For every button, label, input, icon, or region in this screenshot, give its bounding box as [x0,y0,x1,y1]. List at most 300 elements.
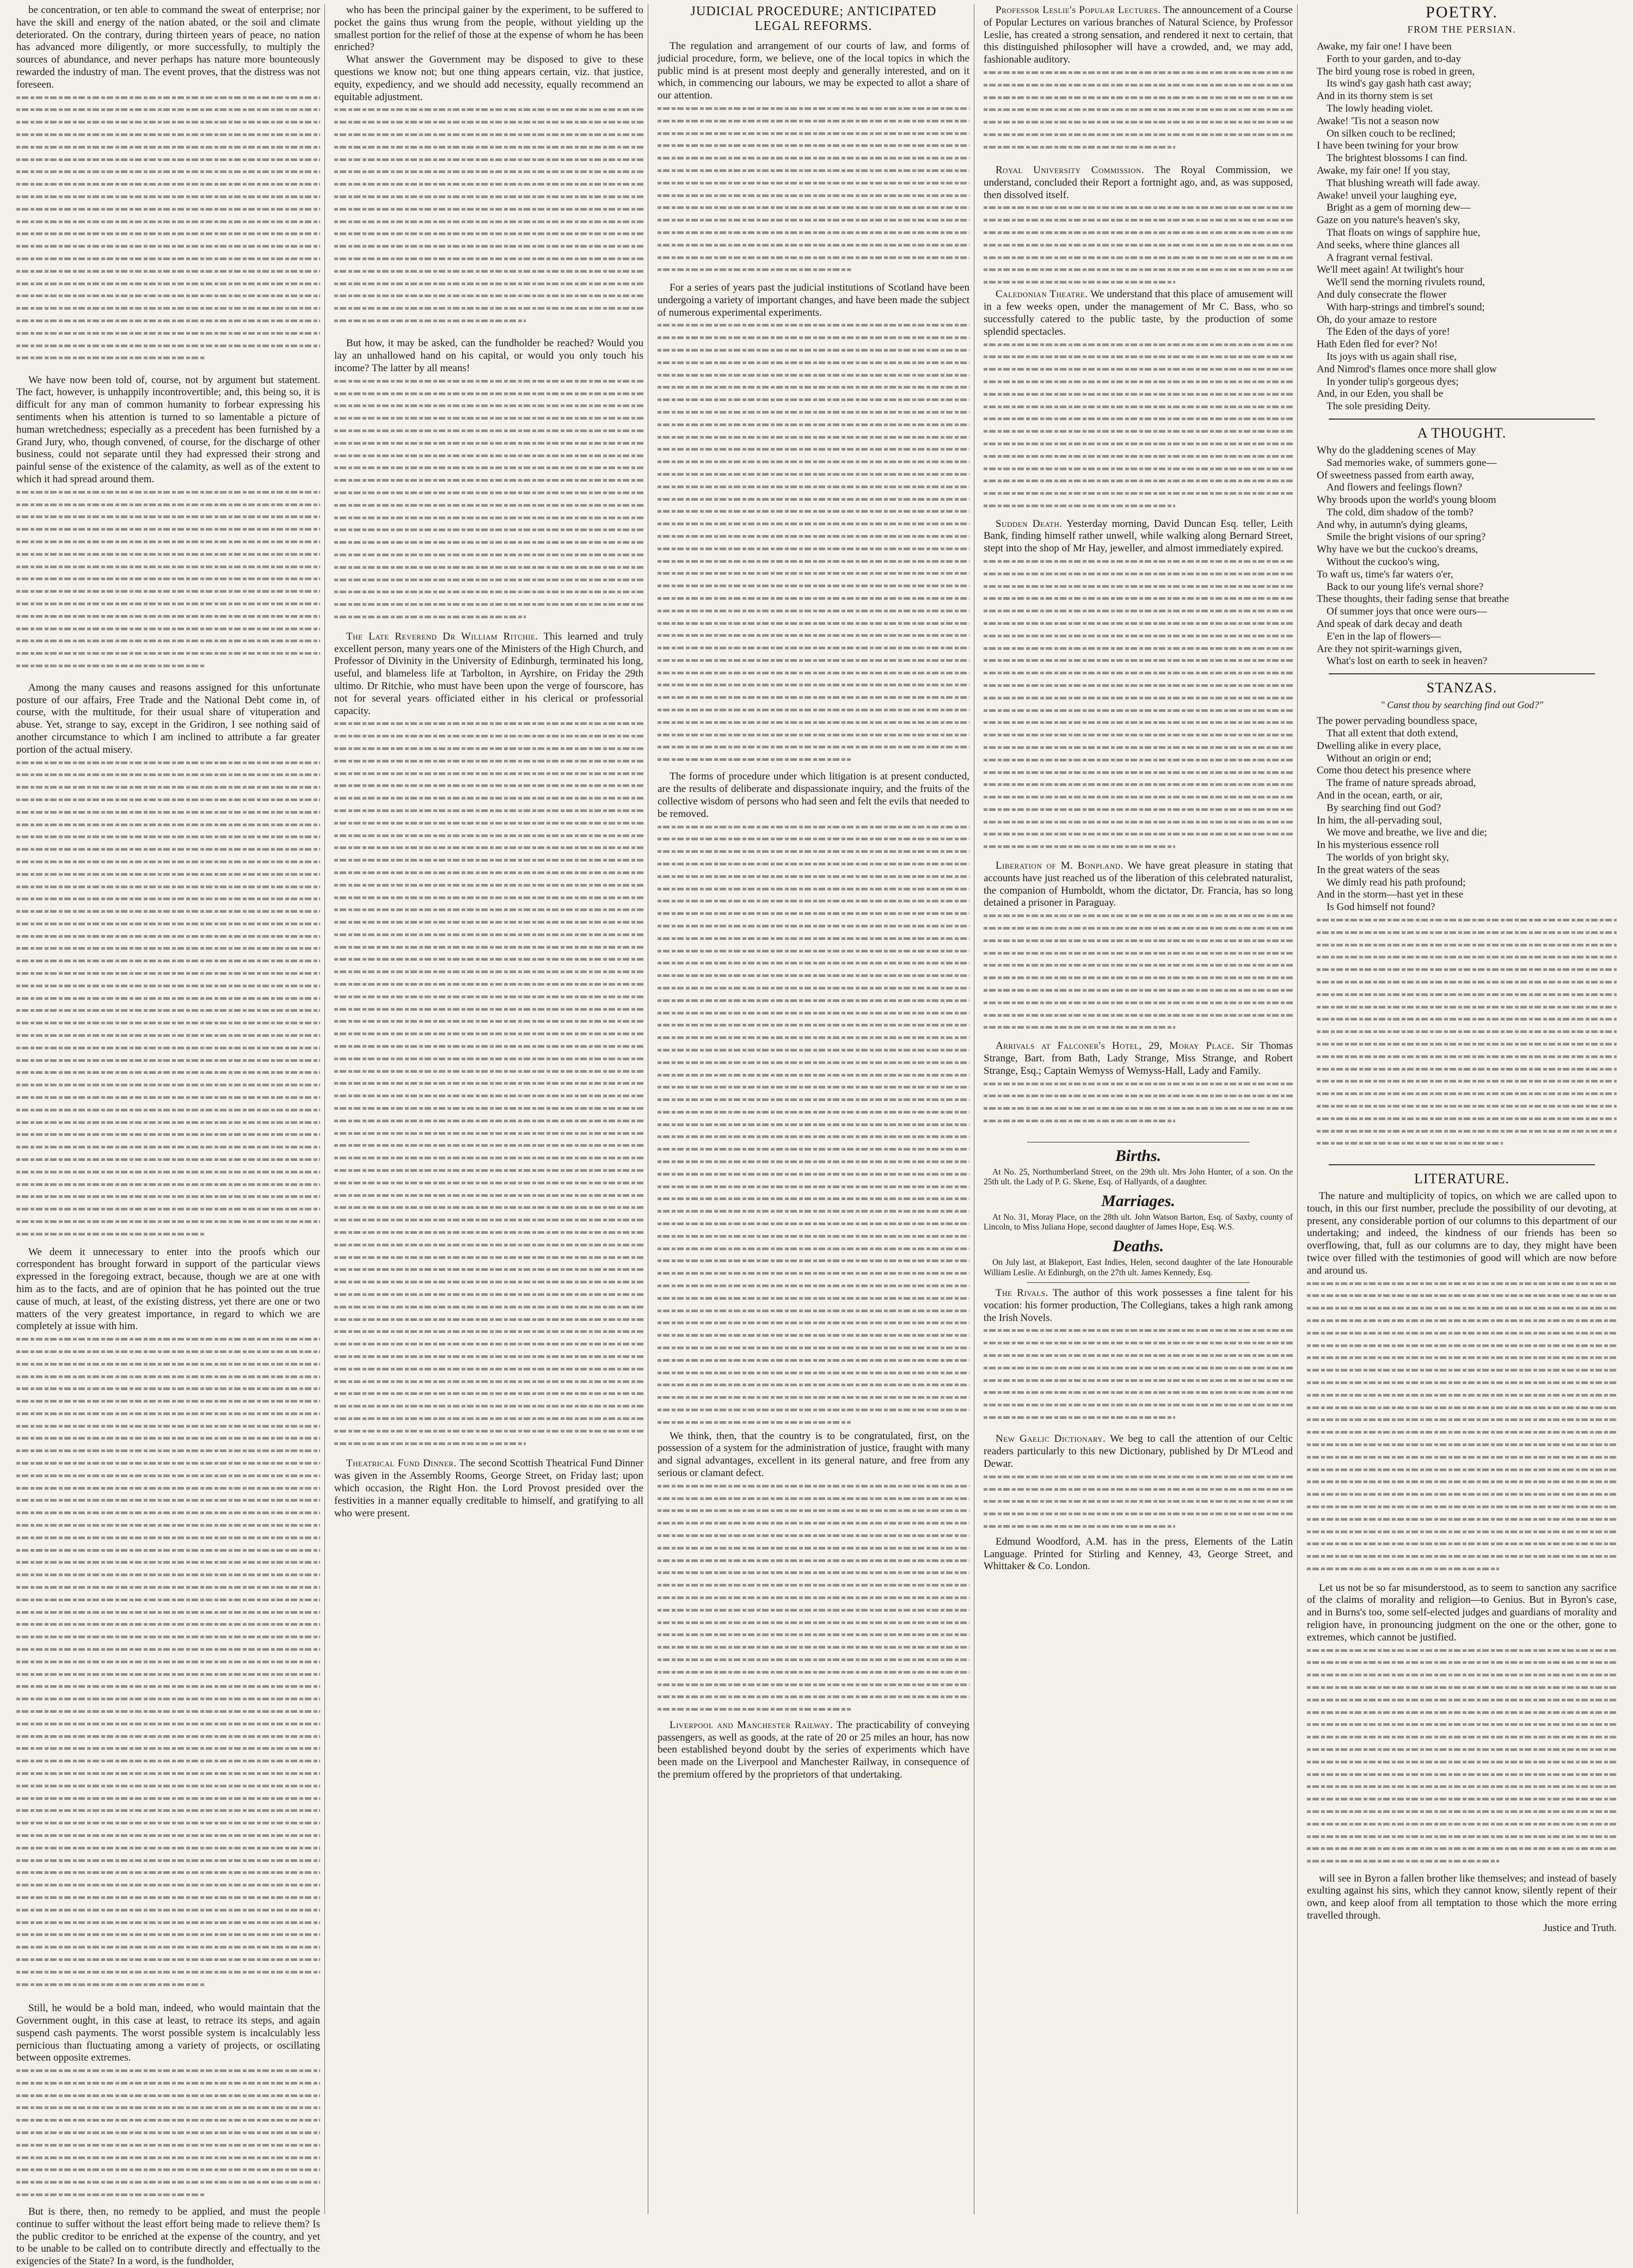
text-line [16,1345,320,1358]
text-line [984,605,1293,617]
text-line [16,1333,320,1345]
text-line [334,1400,643,1412]
arrivals-article [984,1040,1293,1077]
text-line [658,1566,969,1579]
text-line [1317,1025,1617,1038]
text-line [984,729,1293,741]
text-line [1317,1137,1503,1150]
text-line [334,892,643,904]
text-line [658,505,969,518]
poem-line: And flowers and feelings flown? [1327,482,1463,494]
text-line [16,486,320,499]
text-line [334,1139,643,1152]
text-continuation [16,1333,320,2002]
text-line [334,116,643,128]
text-line [1307,1501,1617,1513]
text-line [658,1628,969,1641]
text-line [1307,1513,1617,1526]
text-line [658,883,969,895]
text-line [334,228,643,240]
text-line [334,1003,643,1016]
poem-line: We'll send the morning rivulets round, [1327,276,1485,288]
text-line [334,829,643,842]
paragraph: We think, then, that the country is to be congratulated, first, on the possession of a system for the administration of justice, fraught with many and signal advantages, excellent in its general nature, and free from any serious or clamant defect. [658,1430,969,1479]
text-line [16,623,320,635]
text-line [984,1399,1293,1411]
poem-line: E'en in the lap of flowers— [1327,630,1441,642]
text-line [984,909,1293,922]
text-line [1307,1439,1617,1451]
text-line [658,1044,969,1056]
poem-line: Gaze on you nature's heaven's sky, [1317,214,1460,226]
text-line [658,102,969,115]
text-line [334,399,643,412]
text-line [16,178,320,190]
text-line [16,499,320,511]
text-line [16,1594,320,1606]
text-line [16,2152,320,2164]
poem-subtitle: FROM THE PERSIAN. [1407,24,1517,35]
text-continuation [658,1480,969,1719]
text-line [16,1029,320,1042]
text-line [658,1081,969,1093]
text-line [1307,1389,1617,1402]
text-line [16,1966,320,1978]
text-line [658,1181,969,1193]
text-line [658,1342,969,1354]
text-line [16,327,320,340]
poem-line: That blushing wreath will fade away. [1327,177,1480,189]
text-line [16,228,320,240]
text-line [658,1280,969,1292]
article-heading: The Late Reverend Dr William Ritchie. [346,630,538,642]
text-line [984,828,1293,840]
text-line [334,141,643,153]
paragraph: who has been the principal gainer by the experiment, to be suffered to pocket the gains thus wrung from the people, without yielding up the smallest portion for the relief of those at the expense of whom he has been enriched? [334,4,643,53]
text-line [984,1078,1293,1090]
text-line [658,1168,969,1181]
text-line [984,947,1293,960]
text-line [984,376,1293,388]
text-line [658,982,969,994]
text-line [658,667,969,679]
paragraph: What answer the Government may be disposed to give to these questions we know not; but one thing appears certain, viz. that justice, equity, expediency, and we should add necessity, equally recommend an equitable adjustment. [334,54,643,103]
text-line [16,511,320,523]
text-line [658,239,969,251]
text-line [658,1292,969,1305]
text-line [16,1079,320,1091]
text-line [1307,1793,1617,1805]
text-line [16,190,320,203]
paragraph: The regulation and arrangement of our courts of law, and forms of judicial procedure, form, we believe, one of the local topics in which the public mind is at present most deeply and generally interested, and on it which, in commencing our labours, we may be expected to allot a share of our attention. [658,40,969,102]
text-line [16,1618,320,1631]
text-line [984,103,1293,116]
text-line [334,1152,643,1164]
text-continuation [16,91,320,374]
poem-line: That floats on wings of sapphire hue, [1327,226,1481,238]
text-line [658,431,969,444]
gaelic-article [984,1433,1293,1470]
poem-line: Awake, my fair one! If you stay, [1317,164,1450,176]
text-line [984,741,1293,754]
poem-line: And in the ocean, earth, or air, [1317,790,1442,802]
text-line [16,1904,320,1916]
text-line [658,1517,969,1529]
text-line [984,716,1293,729]
article-body: The second Scottish Theatrical Fund Dinner was given in the Assembly Rooms, George Street, on Friday last; upon which occasion, the Right Hon. the Lord Provost presided over the festivities in a manner equally creditable to himself, and gratifying to all who were present. [334,1458,643,1519]
text-line [658,331,969,344]
text-line [658,704,969,716]
text-line [984,803,1293,816]
text-line [1307,1526,1617,1538]
text-line [1307,1780,1617,1793]
article-body: This learned and truly excellent person, many years one of the Ministers of the High Church, and Professor of Divinity in the University of Edinburgh, terminated his long, useful, and blameless life at Tarbolton, in Ayrshire, on Friday the 29th ultimo. Dr Ritchie, who must have been upon the verge of fourscore, has not for several years officiated either in his clerical or professorial capacity. [334,630,643,717]
text-line [16,930,320,943]
text-line [658,1205,969,1218]
text-line [334,953,643,966]
text-line [16,1854,320,1867]
text-line [984,1386,1293,1399]
text-line [658,1604,969,1617]
article-heading: Sudden Death. [996,518,1063,530]
text-line [334,462,643,474]
text-line [334,1189,643,1202]
poem-line: The cold, dim shadow of the tomb? [1327,506,1474,518]
poem-line: The bird young rose is robed in green, [1317,65,1475,77]
text-continuation [984,1471,1293,1536]
text-line [334,1375,643,1388]
stanzas-epigraph: " Canst thou by searching find out God?" [1380,699,1543,711]
births-list [984,1167,1293,1188]
text-line [16,1879,320,1891]
column-4-text [984,4,1293,1138]
column-4 [979,4,1298,2214]
paragraph: Among the many causes and reasons assigned for this unfortunate posture of our affairs, Free Trade and the National Debt come in, of course, with the multitude, for their usual share of vituperation and abuse. Yet, strange to say, except in the Gridiron, I see nothing said of another circumstance to which I am inclined to attribute a far greater portion of the actual misery. [16,681,320,755]
section-heading: JUDICIAL PROCEDURE; ANTICIPATED [690,4,937,19]
text-line [16,893,320,905]
text-line [334,755,643,767]
text-line [16,2101,320,2114]
text-line [16,1705,320,1718]
divider [1027,1282,1249,1283]
text-line [16,1928,320,1941]
article-body: Yesterday morning, David Duncan Esq. teller, Leith Bank, finding himself rather unwell, while walking along Bernard Street, stept into the shop of Mr Hay, jeweller, and almost immediately expired. [984,518,1293,555]
text-line [984,1349,1293,1362]
text-line [984,351,1293,363]
text-line [334,1387,643,1400]
text-line [658,139,969,152]
text-line [658,177,969,189]
text-line [1307,1277,1617,1290]
text-line [658,642,969,654]
text-line [658,381,969,394]
text-line [658,1267,969,1280]
text-line [658,716,969,729]
text-line [334,1239,643,1251]
poem-line: And, in our Eden, you shall be [1317,388,1444,400]
text-line [658,821,969,833]
text-line [658,518,969,530]
text-line [658,729,969,741]
text-line [984,1021,1175,1034]
text-line [16,2089,320,2102]
text-continuation [16,757,320,1246]
text-line [16,352,205,364]
text-line [16,1141,320,1153]
text-line [658,1492,969,1505]
text-line [16,561,320,573]
text-line [16,1420,320,1433]
text-line [334,474,643,487]
text-line [16,1190,320,1203]
poem-line: The lowly heading violet. [1327,102,1433,114]
poem-line: The power pervading boundless space, [1317,715,1477,727]
poem-line: And in the storm—hast yet in these [1317,889,1464,901]
text-continuation [334,375,643,631]
sudden-death-article [984,518,1293,555]
text-line [658,1218,969,1230]
text-line [334,879,643,892]
text-line [984,1102,1293,1115]
poem-line: On silken couch to be reclined; [1327,127,1456,139]
text-line [16,905,320,918]
section-heading: LEGAL REFORMS. [754,19,873,33]
text-line [1307,1805,1617,1818]
text-line [658,592,969,605]
text-line [1307,1731,1617,1743]
text-line [658,1031,969,1044]
text-line [334,817,643,829]
text-line [16,967,320,980]
text-line [16,253,320,265]
text-line [984,1337,1293,1349]
text-line [658,945,969,957]
text-line [658,1143,969,1155]
text-line [334,1065,643,1078]
theatrical-article [334,1458,643,1520]
text-line [16,831,320,843]
text-line [984,1520,1175,1533]
text-line [16,1606,320,1619]
text-line [334,512,643,524]
text-line [16,1755,320,1767]
text-line [16,1104,320,1116]
text-line [334,1177,643,1189]
text-line [16,2189,205,2201]
judicial-header [658,4,969,34]
text-line [984,667,1293,679]
text-line [1307,1694,1617,1706]
text-line [1317,1050,1617,1063]
text-line [334,1350,643,1363]
text-line [658,1379,969,1391]
text-continuation [16,486,320,682]
text-line [16,918,320,930]
text-line [16,536,320,548]
text-line [1307,1656,1617,1669]
text-line [658,251,969,264]
text-line [658,406,969,419]
text-line [1307,1413,1617,1426]
text-line [16,1470,320,1482]
text-line [16,2176,320,2189]
text-line [658,1703,851,1716]
text-line [334,1288,643,1301]
text-line [334,302,643,315]
paragraph: Justice and Truth. [1543,1922,1617,1934]
poem-line: Its wind's gay gash hath cast away; [1327,78,1472,90]
text-line [984,1374,1293,1387]
literature-text [1307,1190,1617,1935]
text-line [658,226,969,239]
article-heading: New Gaelic Dictionary. [996,1433,1106,1445]
text-line [1317,1113,1617,1125]
text-line [658,1416,851,1429]
text-line [984,642,1293,655]
stanzas-heading: STANZAS. [1426,680,1497,696]
text-line [16,881,320,893]
text-line [334,742,643,755]
text-line [1317,988,1617,1001]
text-line [984,116,1293,128]
text-line [658,164,969,177]
text-line [984,1411,1175,1424]
text-line [1307,1476,1617,1488]
article-heading: Arrivals at Falconer's Hotel, 29, Moray Place. [996,1040,1235,1052]
text-line [16,278,320,290]
text-line [16,1457,320,1470]
text-line [658,1691,969,1703]
text-line [984,339,1293,351]
text-line [658,357,969,369]
text-line [984,438,1293,450]
text-line [984,276,1175,288]
text-line [16,1116,320,1129]
text-line [658,481,969,493]
paragraph: Still, he would be a bold man, indeed, who would maintain that the Government ought, in this case at least, to retrace its steps, and again suspend cash payments. The worst possible system is incalculably less pernicious than fluctuating among a variety of projects, or oscillating between opposite extremes. [16,2002,320,2064]
text-line [16,1178,320,1191]
text-line [658,369,969,382]
poem-line: The brightest blossoms I can find. [1327,152,1468,164]
text-line [16,1581,320,1594]
text-line [984,388,1293,401]
text-line [1307,1426,1617,1439]
text-line [1307,1842,1617,1855]
text-line [334,1102,643,1115]
text-continuation [984,66,1293,164]
text-line [658,1591,969,1604]
poem-line: Hath Eden fled for ever? No! [1317,339,1438,351]
text-line [334,1363,643,1375]
text-line [334,1015,643,1028]
poem-line: With harp-strings and timbrel's sound; [1327,301,1485,313]
text-line [658,1391,969,1404]
article-body: We have great pleasure in stating that accounts have just reached us of the liberation of this celebrated naturalist, the companion of Humboldt, whom the dictator, Dr. Francia, has so long detained a prisoner in Paraguay. [984,859,1293,909]
text-line [16,1370,320,1383]
poem-line: We dimly read his path profound; [1327,876,1466,888]
bonpland-article [984,860,1293,909]
text-line [16,868,320,881]
text-line [16,116,320,128]
text-line [334,1263,643,1276]
text-line [16,141,320,153]
text-line [334,1301,643,1313]
text-line [984,251,1293,264]
births-heading: Births. [1115,1146,1162,1165]
text-line [334,536,643,549]
text-line [984,214,1293,226]
newspaper-page [12,3,1621,2267]
text-line [658,1243,969,1255]
paragraph: Let us not be so far misunderstood, as to seem to sanction any sacrifice of the claims of morality and religion—to Genius. But in Byron's case, and in Burns's too, some self-elected judges and guardians of morality and religion have, in pronouncing judgment on the one or the other, gone to extremes, which cannot be justified. [1307,1582,1617,1643]
text-continuation [334,103,643,337]
text-line [16,1066,320,1079]
divider [1329,673,1595,674]
poem-stanzas [1307,715,1617,914]
poem-line: Come thou detect his presence where [1317,765,1471,777]
text-line [984,1324,1293,1337]
text-line [334,103,643,116]
text-line [1307,1644,1617,1657]
text-line [16,2077,320,2089]
text-line [334,1437,526,1450]
text-line [16,1358,320,1370]
text-line [658,617,969,630]
text-line [984,1471,1293,1483]
text-line [334,779,643,792]
text-line [658,679,969,691]
text-line [1317,1075,1617,1087]
article-body: The Royal Commission, we understand, concluded their Report a fortnight ago, and, as was supposed, then dissolved itself. [984,164,1293,201]
text-line [1307,1756,1617,1768]
text-line [658,1007,969,1019]
text-line [16,992,320,1005]
text-line [658,691,969,704]
poem-line: Without the cuckoo's wing, [1327,556,1440,568]
poem-line: Are they not spirit-warnings given, [1317,643,1462,655]
paragraph: will see in Byron a fallen brother like themselves; and instead of basely exulting against his sins, which they cannot know, silently repent of their own, and keep aloof from all temptation to those which the more erring travelled through. [1307,1872,1617,1921]
text-line [334,1040,643,1053]
text-line [334,216,643,228]
text-line [1307,1706,1617,1719]
text-line [1307,1351,1617,1364]
article-body: The practicability of conveying passengers, as well as goods, at the rate of 20 or 25 miles an hour, has now been established beyond doubt by the series of experiments which have been made on the Liverpool and Manchester Railway, in consequence of the premium offered by the proprietors of that undertaking. [658,1719,969,1780]
column-2 [330,4,648,2214]
poem-line: Smile the bright visions of our spring? [1327,531,1486,543]
text-line [658,1155,969,1168]
text-line [658,833,969,845]
text-line [1307,1681,1617,1694]
text-continuation [16,2064,320,2206]
railway-article [658,1719,969,1781]
text-line [16,1569,320,1581]
text-line [16,942,320,955]
text-line [16,757,320,769]
text-line [984,201,1293,214]
poem-line: In yonder tulip's gorgeous dyes; [1327,376,1459,388]
text-continuation [334,717,643,1458]
text-line [16,2126,320,2139]
text-line [16,315,320,327]
poem-line: And seeks, where thine glances all [1317,239,1460,251]
text-line [16,523,320,536]
text-line [16,1891,320,1904]
poem-line: Awake, my fair one! I have been [1317,41,1452,52]
text-line [658,1641,969,1654]
text-line [658,127,969,140]
text-line [658,1404,969,1416]
poem-line: And why, in autumn's dying gleams, [1317,519,1468,531]
